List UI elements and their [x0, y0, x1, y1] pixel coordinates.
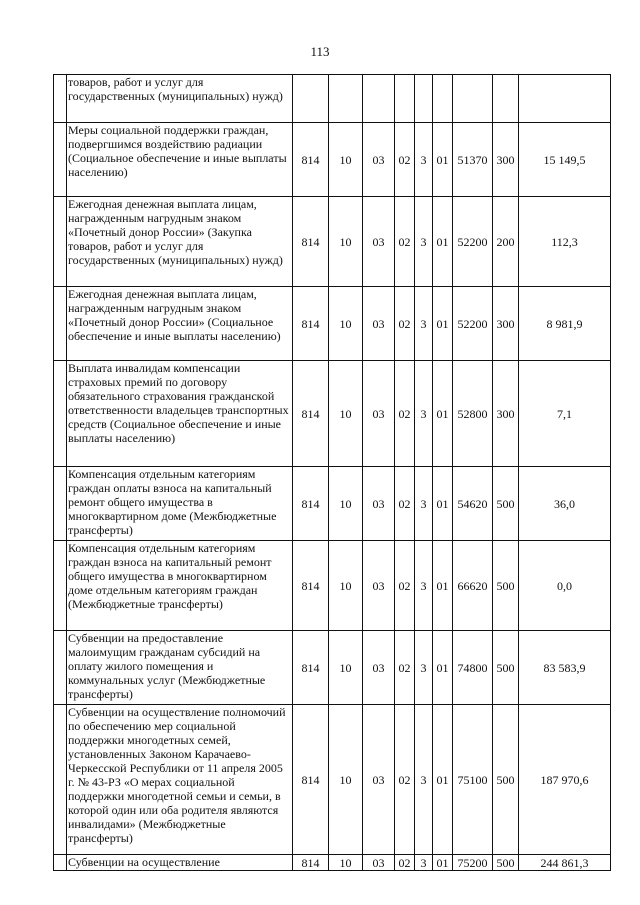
subsection-code-cell: 03 [363, 541, 395, 631]
gr-code-cell: 814 [293, 467, 329, 541]
expense-code-cell: 75200 [453, 855, 493, 871]
program-code-cell: 02 [395, 855, 415, 871]
expense-type-code-cell: 500 [493, 855, 519, 871]
expense-name-cell: Меры социальной поддержки граждан, подвергшимся воздействию радиации (Социальное обеспечение и иные выплаты населению) [67, 123, 293, 197]
expense-code-cell: 52800 [453, 361, 493, 467]
activity-code-cell: 01 [433, 287, 453, 361]
subsection-code-cell: 03 [363, 197, 395, 287]
expense-name-cell: Ежегодная денежная выплата лицам, награжденным нагрудным знаком «Почетный донор России» (Социальное обеспечение и иные выплаты населению) [67, 287, 293, 361]
row-margin-cell [54, 467, 67, 541]
row-margin-cell [54, 541, 67, 631]
expense-name-cell: Субвенции на предоставление малоимущим гражданам субсидий на оплату жилого помещения и коммунальных услуг (Межбюджетные трансферты) [67, 631, 293, 705]
subsection-code-cell: 03 [363, 123, 395, 197]
row-margin-cell [54, 197, 67, 287]
expense-name-cell: Субвенции на осуществление полномочий по обеспечению мер социальной поддержки многодетных семей, установленных Законом Карачаево-Черкесской Республики от 11 апреля 2005 г. № 43-РЗ «О мерах социальной поддержки многодетной семьи и семьи, в которой один или оба родителя являются инвалидами» (Межбюджетные трансферты) [67, 705, 293, 855]
gr-code-cell: 814 [293, 705, 329, 855]
expense-code-cell: 51370 [453, 123, 493, 197]
activity-code-cell: 01 [433, 705, 453, 855]
activity-code-cell: 01 [433, 197, 453, 287]
expense-type-code-cell [493, 75, 519, 123]
program-code-cell: 02 [395, 631, 415, 705]
section-code-cell: 10 [329, 287, 363, 361]
gr-code-cell: 814 [293, 287, 329, 361]
expense-type-code-cell: 500 [493, 631, 519, 705]
gr-code-cell: 814 [293, 855, 329, 871]
program-code-cell: 02 [395, 467, 415, 541]
subprogram-code-cell: 3 [415, 197, 433, 287]
section-code-cell: 10 [329, 541, 363, 631]
expense-type-code-cell: 500 [493, 541, 519, 631]
program-code-cell: 02 [395, 705, 415, 855]
expense-code-cell: 66620 [453, 541, 493, 631]
subprogram-code-cell: 3 [415, 631, 433, 705]
subprogram-code-cell: 3 [415, 541, 433, 631]
expense-type-code-cell: 300 [493, 123, 519, 197]
subprogram-code-cell: 3 [415, 855, 433, 871]
activity-code-cell: 01 [433, 467, 453, 541]
expense-name-cell: товаров, работ и услуг для государственных (муниципальных) нужд) [67, 75, 293, 123]
row-margin-cell [54, 705, 67, 855]
table-row [54, 705, 611, 855]
section-code-cell: 10 [329, 123, 363, 197]
activity-code-cell: 01 [433, 855, 453, 871]
amount-cell: 8 981,9 [519, 287, 611, 361]
section-code-cell: 10 [329, 705, 363, 855]
subsection-code-cell: 03 [363, 467, 395, 541]
page-number: 113 [310, 44, 330, 59]
amount-cell: 244 861,3 [519, 855, 611, 871]
section-code-cell: 10 [329, 467, 363, 541]
subprogram-code-cell: 3 [415, 361, 433, 467]
subsection-code-cell: 03 [363, 287, 395, 361]
expense-type-code-cell: 200 [493, 197, 519, 287]
amount-cell: 36,0 [519, 467, 611, 541]
section-code-cell: 10 [329, 855, 363, 871]
budget-table [53, 74, 611, 871]
amount-cell: 112,3 [519, 197, 611, 287]
expense-code-cell: 54620 [453, 467, 493, 541]
program-code-cell: 02 [395, 361, 415, 467]
expense-code-cell [453, 75, 493, 123]
expense-code-cell: 52200 [453, 287, 493, 361]
subsection-code-cell: 03 [363, 631, 395, 705]
table-row [54, 123, 611, 197]
expense-name-cell: Выплата инвалидам компенсации страховых премий по договору обязательного страхования гражданской ответственности владельцев транспортных средств (Социальное обеспечение и иные выплаты населению) [67, 361, 293, 467]
activity-code-cell [433, 75, 453, 123]
subprogram-code-cell [415, 75, 433, 123]
subprogram-code-cell: 3 [415, 705, 433, 855]
subsection-code-cell: 03 [363, 705, 395, 855]
program-code-cell: 02 [395, 123, 415, 197]
subsection-code-cell [363, 75, 395, 123]
row-margin-cell [54, 287, 67, 361]
table-row [54, 631, 611, 705]
expense-code-cell: 75100 [453, 705, 493, 855]
expense-type-code-cell: 300 [493, 361, 519, 467]
amount-cell: 187 970,6 [519, 705, 611, 855]
table-row [54, 541, 611, 631]
activity-code-cell: 01 [433, 123, 453, 197]
section-code-cell: 10 [329, 631, 363, 705]
program-code-cell [395, 75, 415, 123]
activity-code-cell: 01 [433, 631, 453, 705]
program-code-cell: 02 [395, 287, 415, 361]
table-row [54, 197, 611, 287]
gr-code-cell: 814 [293, 197, 329, 287]
table-row [54, 855, 611, 871]
amount-cell [519, 75, 611, 123]
section-code-cell [329, 75, 363, 123]
amount-cell: 0,0 [519, 541, 611, 631]
gr-code-cell: 814 [293, 541, 329, 631]
table-row [54, 75, 611, 123]
section-code-cell: 10 [329, 361, 363, 467]
row-margin-cell [54, 631, 67, 705]
expense-code-cell: 52200 [453, 197, 493, 287]
table-row [54, 287, 611, 361]
subprogram-code-cell: 3 [415, 287, 433, 361]
subprogram-code-cell: 3 [415, 123, 433, 197]
activity-code-cell: 01 [433, 361, 453, 467]
gr-code-cell: 814 [293, 123, 329, 197]
subsection-code-cell: 03 [363, 361, 395, 467]
subsection-code-cell: 03 [363, 855, 395, 871]
gr-code-cell [293, 75, 329, 123]
amount-cell: 83 583,9 [519, 631, 611, 705]
gr-code-cell: 814 [293, 631, 329, 705]
expense-type-code-cell: 300 [493, 287, 519, 361]
activity-code-cell: 01 [433, 541, 453, 631]
row-margin-cell [54, 361, 67, 467]
gr-code-cell: 814 [293, 361, 329, 467]
table-row [54, 467, 611, 541]
row-margin-cell [54, 75, 67, 123]
amount-cell: 7,1 [519, 361, 611, 467]
program-code-cell: 02 [395, 541, 415, 631]
expense-name-cell: Компенсация отдельным категориям граждан оплаты взноса на капитальный ремонт общего имущества в многоквартирном доме (Межбюджетные трансферты) [67, 467, 293, 541]
table-row [54, 361, 611, 467]
expense-name-cell: Субвенции на осуществление [67, 855, 293, 871]
amount-cell: 15 149,5 [519, 123, 611, 197]
subprogram-code-cell: 3 [415, 467, 433, 541]
section-code-cell: 10 [329, 197, 363, 287]
row-margin-cell [54, 855, 67, 871]
expense-name-cell: Ежегодная денежная выплата лицам, награжденным нагрудным знаком «Почетный донор России» (Закупка товаров, работ и услуг для государственных (муниципальных) нужд) [67, 197, 293, 287]
row-margin-cell [54, 123, 67, 197]
program-code-cell: 02 [395, 197, 415, 287]
expense-type-code-cell: 500 [493, 705, 519, 855]
expense-type-code-cell: 500 [493, 467, 519, 541]
expense-name-cell: Компенсация отдельным категориям граждан взноса на капитальный ремонт общего имущества в многоквартирном доме отдельным категориям граждан (Межбюджетные трансферты) [67, 541, 293, 631]
expense-code-cell: 74800 [453, 631, 493, 705]
